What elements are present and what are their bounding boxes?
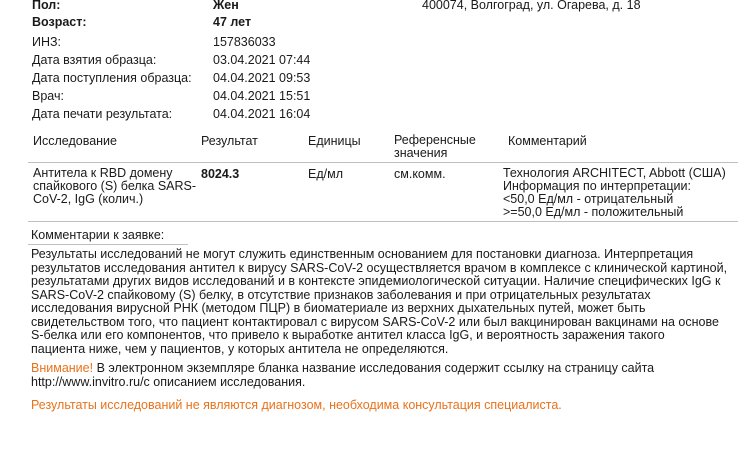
comments-line: пациента ниже, чем у пациентов, у которых антитела не определяются. bbox=[31, 341, 449, 356]
header-comment: Комментарий bbox=[508, 134, 587, 148]
comments-line: исследования вирусной РНК (методом ПЦР) в биоматериале из верхних дыхательных путей, может быть bbox=[31, 301, 646, 315]
comments-line: результатами других видов исследований и в контексте эпидемиологической ситуации. Наличие специфических IgG к bbox=[31, 274, 721, 288]
comments-line: свидетельством того, что пациент контактировал с вирусом SARS-CoV-2 или был вакцинирован вакцинами на основе bbox=[31, 314, 719, 329]
result-comment-line3: <50,0 Ед/мл - отрицательный bbox=[503, 192, 674, 206]
notice-line1 bbox=[31, 361, 654, 376]
header-units: Единицы bbox=[308, 134, 361, 148]
print-date-value: 04.04.2021 16:04 bbox=[213, 107, 311, 121]
doctor-value: 04.04.2021 15:51 bbox=[213, 89, 311, 103]
doctor-label: Врач: bbox=[32, 89, 64, 103]
comments-paragraph bbox=[31, 248, 737, 356]
sex-value: Жен bbox=[213, 0, 239, 12]
result-value: 8024.3 bbox=[201, 167, 240, 181]
header-test: Исследование bbox=[33, 134, 117, 148]
header-reference-line1: Референсные bbox=[394, 133, 476, 147]
comments-line: SARS-CoV-2 спайковому (S) белку, в отсутствие признаков заболевания и при отрицательных результатах bbox=[31, 287, 651, 302]
comments-line: результатов исследования антител к вирусу SARS-CoV-2 осуществляется врачом в комплексе с клинической картиной, bbox=[31, 260, 728, 275]
age-label: Возраст: bbox=[32, 15, 87, 29]
result-comment-line4: >=50,0 Ед/мл - положительный bbox=[503, 205, 684, 219]
sample-taken-value: 03.04.2021 07:44 bbox=[213, 53, 311, 67]
notice-text-line1: В электронном экземпляре бланка название исследования содержит ссылку на страницу сайта bbox=[93, 361, 655, 375]
table-header-divider bbox=[28, 162, 738, 163]
result-reference: см.комм. bbox=[394, 167, 446, 181]
result-comment bbox=[503, 167, 726, 219]
sample-taken-label: Дата взятия образца: bbox=[32, 53, 157, 67]
notice-attention: Внимание! bbox=[31, 361, 94, 375]
result-test-name bbox=[33, 167, 196, 206]
result-test-name-line3: CoV-2, IgG (колич.) bbox=[33, 192, 144, 206]
result-test-name-line1: Антитела к RBD домену bbox=[33, 166, 173, 180]
print-date-label: Дата печати результата: bbox=[32, 107, 173, 121]
table-bottom-divider bbox=[28, 221, 738, 222]
inz-value: 157836033 bbox=[213, 35, 276, 49]
disclaimer-text: Результаты исследований не являются диагнозом, необходима консультация специалиста. bbox=[31, 398, 562, 412]
sex-label: Пол: bbox=[32, 0, 61, 12]
patient-address: 400074, Волгоград, ул. Огарева, д. 18 bbox=[422, 0, 641, 12]
invitro-link[interactable]: http://www.invitro.ru/ bbox=[31, 375, 144, 389]
result-units: Ед/мл bbox=[308, 167, 343, 181]
result-comment-line2: Информация по интерпретации: bbox=[503, 179, 691, 193]
header-reference bbox=[394, 134, 476, 160]
result-test-name-line2: спайкового (S) белка SARS- bbox=[33, 179, 197, 193]
notice-line2 bbox=[31, 375, 305, 390]
comments-line: S-белка или его компонентов, что привело к выработке антител класса IgG, и вероятность заражения такого bbox=[31, 328, 665, 342]
age-value: 47 лет bbox=[213, 15, 252, 29]
comments-line: Результаты исследований не могут служить единственным основанием для постановки диагноза. Интерпретация bbox=[31, 247, 694, 261]
result-comment-line1: Технология ARCHITECT, Abbott (США) bbox=[503, 166, 726, 180]
notice-text-line2: с описанием исследования. bbox=[143, 375, 306, 389]
comments-divider bbox=[28, 244, 188, 245]
inz-label: ИНЗ: bbox=[32, 35, 62, 49]
sample-received-value: 04.04.2021 09:53 bbox=[213, 71, 311, 85]
sample-received-label: Дата поступления образца: bbox=[32, 71, 192, 85]
header-result: Результат bbox=[201, 134, 258, 148]
comments-heading: Комментарии к заявке: bbox=[31, 228, 165, 242]
header-reference-line2: значения bbox=[394, 146, 448, 160]
